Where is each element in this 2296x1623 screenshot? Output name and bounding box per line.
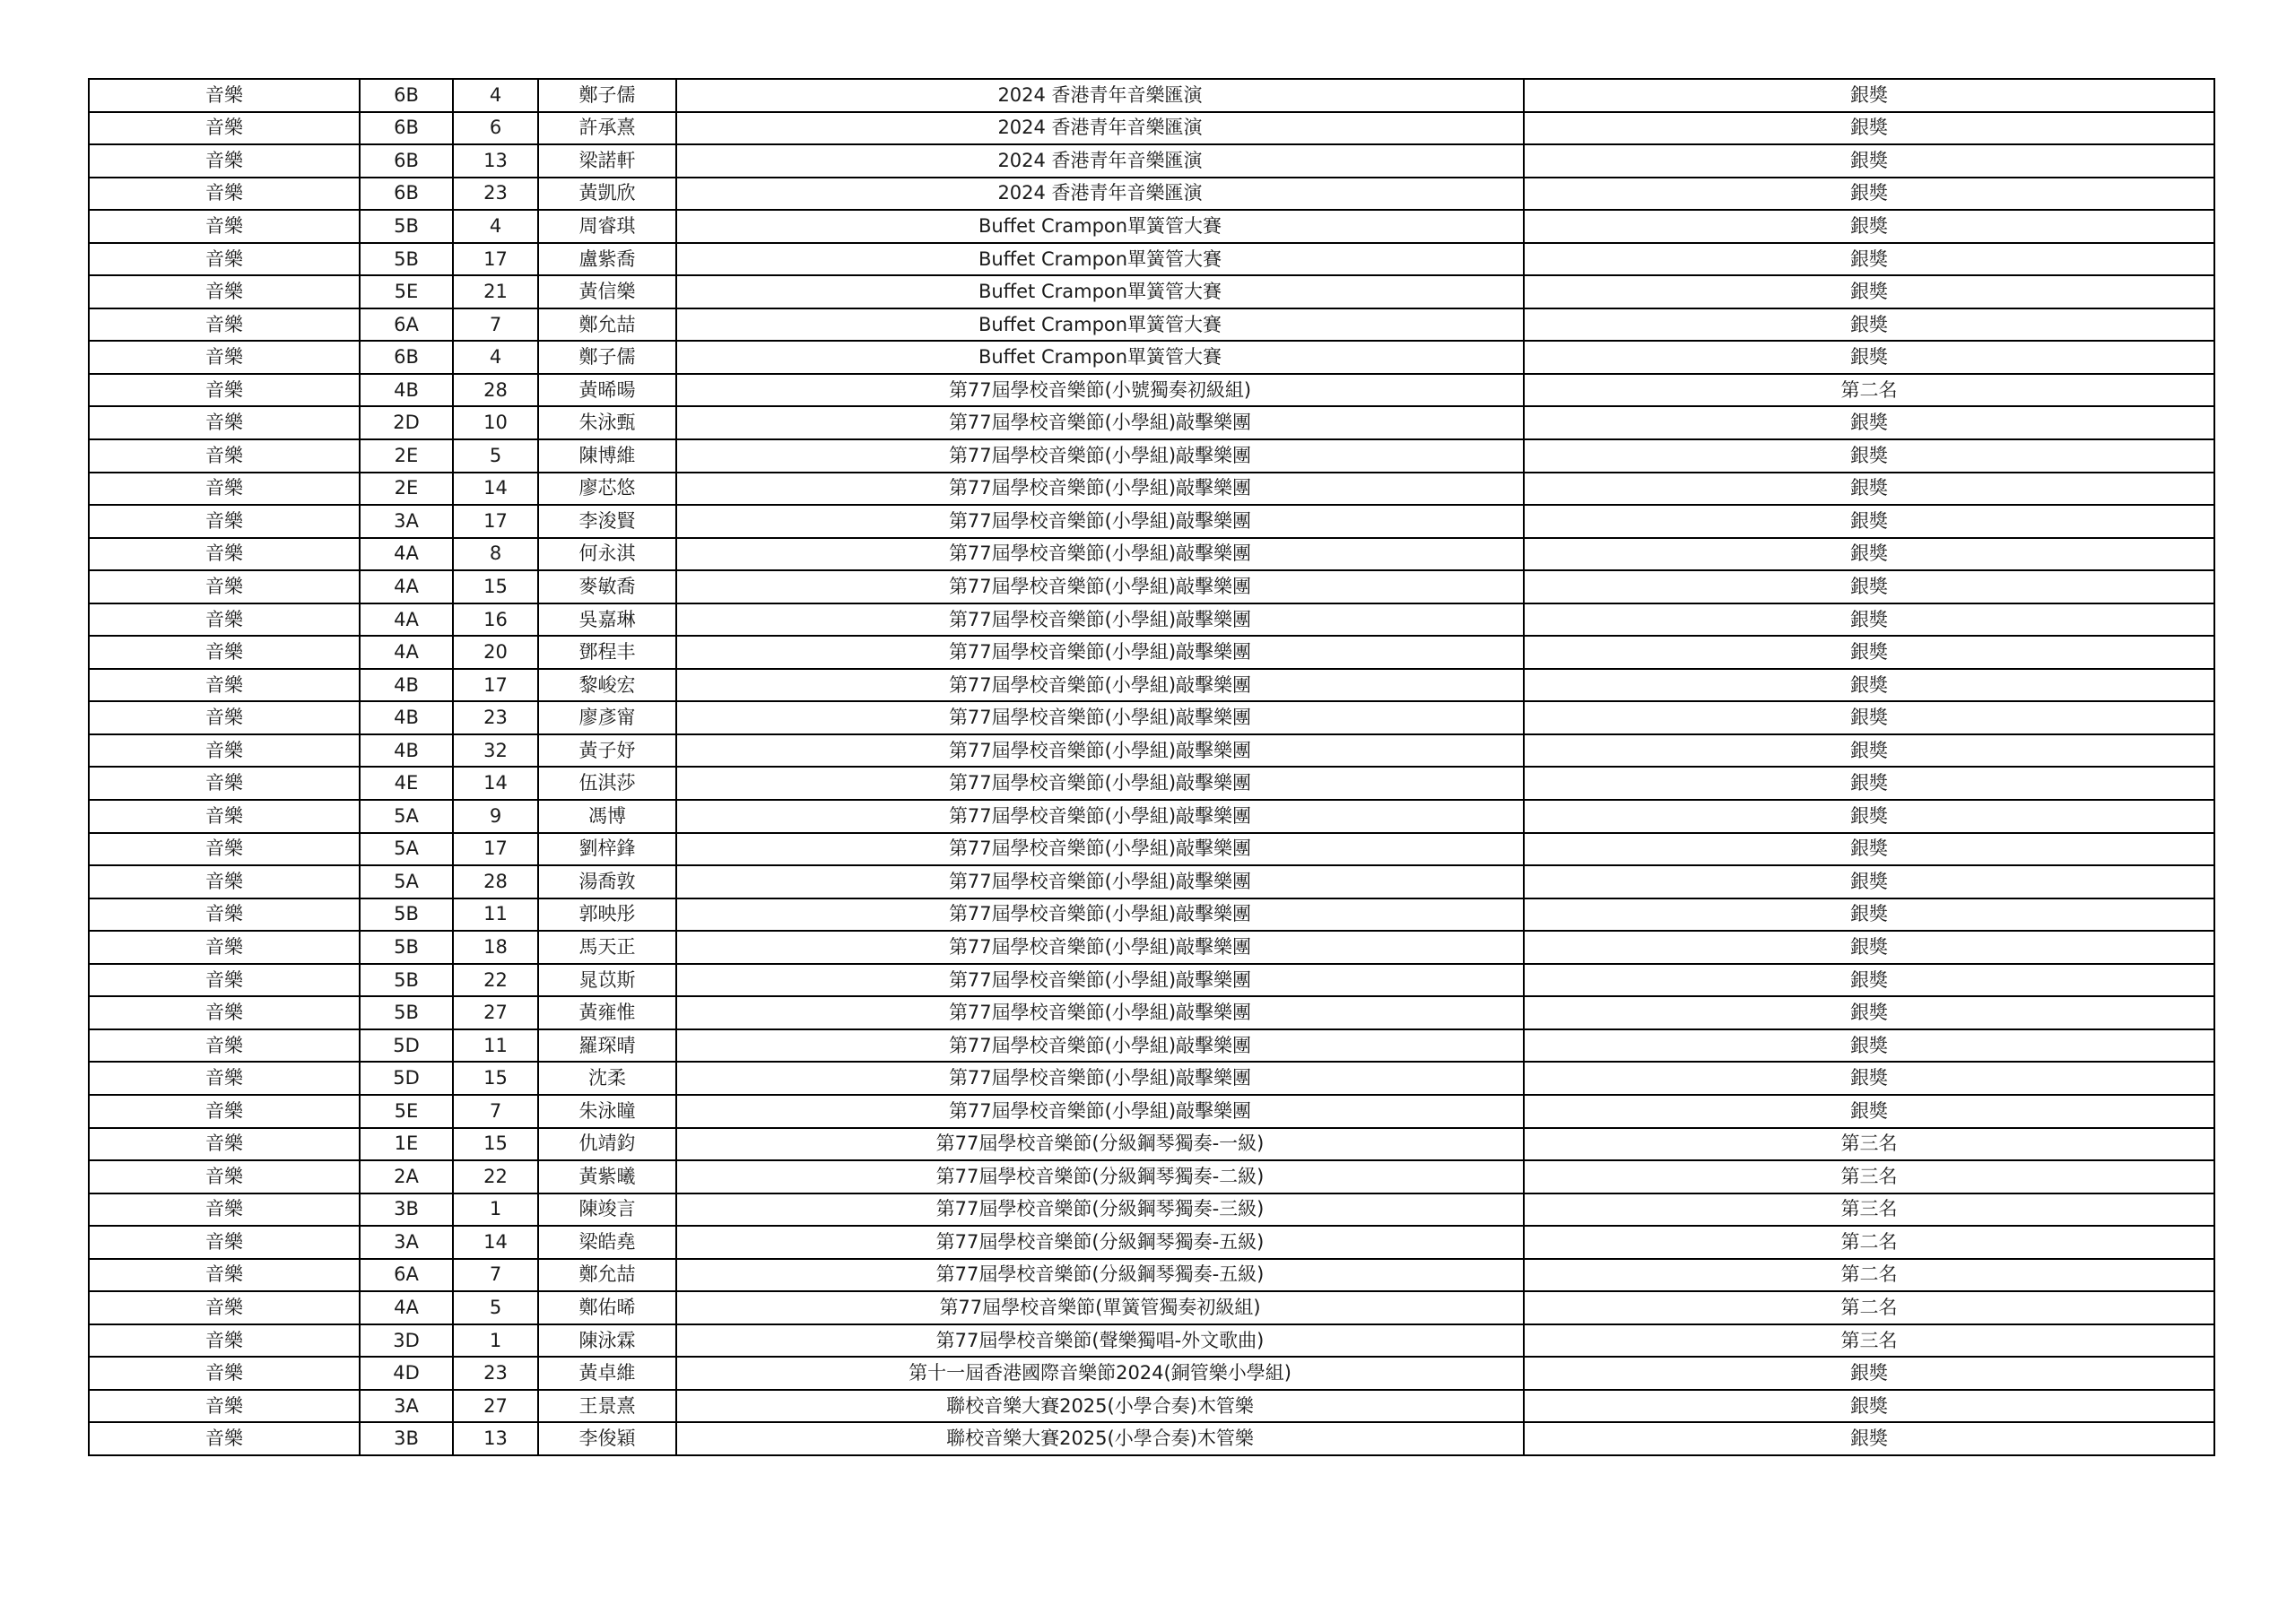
event-name-cell: 2024 香港青年音樂匯演	[676, 112, 1524, 145]
subject-cell: 音樂	[89, 406, 360, 439]
event-name-cell: 第77屆學校音樂節(分級鋼琴獨奏-五級)	[676, 1259, 1524, 1292]
subject-cell: 音樂	[89, 1291, 360, 1324]
class-number-cell: 4	[453, 210, 538, 243]
award-cell: 銀獎	[1524, 865, 2214, 898]
class-number-cell: 7	[453, 308, 538, 342]
class-number-cell: 28	[453, 865, 538, 898]
table-row	[89, 341, 2214, 374]
award-cell: 銀獎	[1524, 800, 2214, 833]
class-cell: 5D	[360, 1062, 453, 1095]
class-cell: 6A	[360, 1259, 453, 1292]
table-row	[89, 144, 2214, 178]
subject-cell: 音樂	[89, 669, 360, 702]
event-name-cell: Buffet Crampon單簧管大賽	[676, 308, 1524, 342]
award-cell: 第三名	[1524, 1128, 2214, 1161]
subject-cell: 音樂	[89, 243, 360, 276]
event-name-cell: 第77屆學校音樂節(小學組)敲擊樂團	[676, 898, 1524, 932]
class-cell: 2E	[360, 439, 453, 473]
class-cell: 6B	[360, 144, 453, 178]
table-row	[89, 473, 2214, 506]
table-row	[89, 701, 2214, 734]
subject-cell: 音樂	[89, 570, 360, 603]
class-number-cell: 11	[453, 1029, 538, 1063]
event-name-cell: 第77屆學校音樂節(小學組)敲擊樂團	[676, 406, 1524, 439]
class-number-cell: 9	[453, 800, 538, 833]
table-row	[89, 1357, 2214, 1390]
class-cell: 4B	[360, 374, 453, 407]
student-name-cell: 黃雍惟	[538, 996, 676, 1029]
subject-cell: 音樂	[89, 210, 360, 243]
class-cell: 4D	[360, 1357, 453, 1390]
award-cell: 第三名	[1524, 1324, 2214, 1358]
student-name-cell: 許承熹	[538, 112, 676, 145]
class-cell: 2A	[360, 1160, 453, 1193]
student-name-cell: 黃紫曦	[538, 1160, 676, 1193]
class-number-cell: 23	[453, 701, 538, 734]
event-name-cell: 第77屆學校音樂節(小學組)敲擊樂團	[676, 996, 1524, 1029]
subject-cell: 音樂	[89, 79, 360, 112]
class-cell: 3D	[360, 1324, 453, 1358]
table-row	[89, 243, 2214, 276]
student-name-cell: 廖彥甯	[538, 701, 676, 734]
award-cell: 銀獎	[1524, 439, 2214, 473]
class-cell: 5B	[360, 996, 453, 1029]
student-name-cell: 黃凱欣	[538, 178, 676, 211]
class-number-cell: 22	[453, 964, 538, 997]
event-name-cell: 第77屆學校音樂節(小學組)敲擊樂團	[676, 1029, 1524, 1063]
class-cell: 6B	[360, 79, 453, 112]
class-number-cell: 4	[453, 341, 538, 374]
student-name-cell: 郭映彤	[538, 898, 676, 932]
event-name-cell: Buffet Crampon單簧管大賽	[676, 341, 1524, 374]
class-cell: 4B	[360, 669, 453, 702]
class-cell: 5E	[360, 275, 453, 308]
table-row	[89, 178, 2214, 211]
student-name-cell: 鄭允喆	[538, 308, 676, 342]
event-name-cell: 第77屆學校音樂節(小學組)敲擊樂團	[676, 964, 1524, 997]
award-cell: 第二名	[1524, 1291, 2214, 1324]
award-cell: 銀獎	[1524, 1357, 2214, 1390]
class-number-cell: 6	[453, 112, 538, 145]
student-name-cell: 伍淇莎	[538, 767, 676, 800]
event-name-cell: Buffet Crampon單簧管大賽	[676, 275, 1524, 308]
class-cell: 5B	[360, 243, 453, 276]
table-row	[89, 570, 2214, 603]
table-row	[89, 275, 2214, 308]
class-cell: 5B	[360, 964, 453, 997]
table-row	[89, 79, 2214, 112]
class-cell: 5E	[360, 1095, 453, 1128]
student-name-cell: 湯喬敦	[538, 865, 676, 898]
class-number-cell: 1	[453, 1193, 538, 1227]
table-row	[89, 931, 2214, 964]
table-row	[89, 767, 2214, 800]
class-cell: 6A	[360, 308, 453, 342]
event-name-cell: 第77屆學校音樂節(小學組)敲擊樂團	[676, 1062, 1524, 1095]
award-cell: 銀獎	[1524, 112, 2214, 145]
student-name-cell: 梁諾軒	[538, 144, 676, 178]
event-name-cell: 第77屆學校音樂節(小學組)敲擊樂團	[676, 439, 1524, 473]
award-table	[88, 78, 2215, 1456]
student-name-cell: 黃卓維	[538, 1357, 676, 1390]
class-number-cell: 28	[453, 374, 538, 407]
subject-cell: 音樂	[89, 1128, 360, 1161]
subject-cell: 音樂	[89, 701, 360, 734]
subject-cell: 音樂	[89, 800, 360, 833]
class-number-cell: 27	[453, 1390, 538, 1423]
subject-cell: 音樂	[89, 1095, 360, 1128]
student-name-cell: 羅琛晴	[538, 1029, 676, 1063]
student-name-cell: 仇靖鈞	[538, 1128, 676, 1161]
award-list-sheet	[88, 78, 2213, 1456]
subject-cell: 音樂	[89, 1422, 360, 1455]
subject-cell: 音樂	[89, 308, 360, 342]
subject-cell: 音樂	[89, 1193, 360, 1227]
student-name-cell: 鄧程丰	[538, 636, 676, 669]
student-name-cell: 吳嘉琳	[538, 603, 676, 637]
class-cell: 3A	[360, 1390, 453, 1423]
award-cell: 銀獎	[1524, 1422, 2214, 1455]
class-cell: 2D	[360, 406, 453, 439]
table-row	[89, 996, 2214, 1029]
subject-cell: 音樂	[89, 931, 360, 964]
event-name-cell: 第77屆學校音樂節(小學組)敲擊樂團	[676, 734, 1524, 768]
table-row	[89, 833, 2214, 866]
class-cell: 5A	[360, 865, 453, 898]
table-row	[89, 406, 2214, 439]
class-number-cell: 13	[453, 144, 538, 178]
event-name-cell: 第77屆學校音樂節(分級鋼琴獨奏-一級)	[676, 1128, 1524, 1161]
award-cell: 銀獎	[1524, 931, 2214, 964]
event-name-cell: 第77屆學校音樂節(小學組)敲擊樂團	[676, 603, 1524, 637]
event-name-cell: 第77屆學校音樂節(小學組)敲擊樂團	[676, 800, 1524, 833]
event-name-cell: 第77屆學校音樂節(小學組)敲擊樂團	[676, 538, 1524, 571]
subject-cell: 音樂	[89, 439, 360, 473]
table-row	[89, 538, 2214, 571]
award-cell: 銀獎	[1524, 669, 2214, 702]
class-cell: 5A	[360, 833, 453, 866]
subject-cell: 音樂	[89, 996, 360, 1029]
student-name-cell: 李俊穎	[538, 1422, 676, 1455]
class-cell: 5B	[360, 898, 453, 932]
student-name-cell: 廖芯悠	[538, 473, 676, 506]
subject-cell: 音樂	[89, 898, 360, 932]
class-number-cell: 14	[453, 767, 538, 800]
table-row	[89, 505, 2214, 538]
class-number-cell: 17	[453, 833, 538, 866]
class-cell: 4A	[360, 570, 453, 603]
subject-cell: 音樂	[89, 505, 360, 538]
subject-cell: 音樂	[89, 538, 360, 571]
student-name-cell: 黃信樂	[538, 275, 676, 308]
class-number-cell: 15	[453, 1128, 538, 1161]
subject-cell: 音樂	[89, 1390, 360, 1423]
award-cell: 銀獎	[1524, 767, 2214, 800]
event-name-cell: Buffet Crampon單簧管大賽	[676, 243, 1524, 276]
student-name-cell: 盧紫喬	[538, 243, 676, 276]
class-cell: 4E	[360, 767, 453, 800]
student-name-cell: 陳泳霖	[538, 1324, 676, 1358]
class-number-cell: 17	[453, 505, 538, 538]
event-name-cell: 2024 香港青年音樂匯演	[676, 79, 1524, 112]
class-number-cell: 7	[453, 1095, 538, 1128]
subject-cell: 音樂	[89, 374, 360, 407]
class-cell: 3A	[360, 1226, 453, 1259]
student-name-cell: 鄭允喆	[538, 1259, 676, 1292]
student-name-cell: 王景熹	[538, 1390, 676, 1423]
award-cell: 第三名	[1524, 1193, 2214, 1227]
student-name-cell: 梁皓堯	[538, 1226, 676, 1259]
award-cell: 銀獎	[1524, 636, 2214, 669]
award-cell: 第二名	[1524, 1226, 2214, 1259]
table-row	[89, 734, 2214, 768]
subject-cell: 音樂	[89, 1226, 360, 1259]
award-cell: 銀獎	[1524, 701, 2214, 734]
award-cell: 銀獎	[1524, 473, 2214, 506]
student-name-cell: 黃子妤	[538, 734, 676, 768]
student-name-cell: 朱泳瞳	[538, 1095, 676, 1128]
student-name-cell: 沈柔	[538, 1062, 676, 1095]
student-name-cell: 黎峻宏	[538, 669, 676, 702]
award-cell: 銀獎	[1524, 406, 2214, 439]
event-name-cell: 第77屆學校音樂節(聲樂獨唱-外文歌曲)	[676, 1324, 1524, 1358]
subject-cell: 音樂	[89, 767, 360, 800]
student-name-cell: 陳博維	[538, 439, 676, 473]
subject-cell: 音樂	[89, 1357, 360, 1390]
subject-cell: 音樂	[89, 1259, 360, 1292]
award-cell: 銀獎	[1524, 833, 2214, 866]
class-number-cell: 17	[453, 669, 538, 702]
class-number-cell: 10	[453, 406, 538, 439]
award-cell: 銀獎	[1524, 144, 2214, 178]
class-number-cell: 1	[453, 1324, 538, 1358]
event-name-cell: 第77屆學校音樂節(小學組)敲擊樂團	[676, 570, 1524, 603]
award-cell: 銀獎	[1524, 275, 2214, 308]
event-name-cell: 第77屆學校音樂節(分級鋼琴獨奏-五級)	[676, 1226, 1524, 1259]
subject-cell: 音樂	[89, 341, 360, 374]
table-row	[89, 1128, 2214, 1161]
table-row	[89, 800, 2214, 833]
event-name-cell: 第77屆學校音樂節(小學組)敲擊樂團	[676, 473, 1524, 506]
award-cell: 第二名	[1524, 374, 2214, 407]
event-name-cell: 聯校音樂大賽2025(小學合奏)木管樂	[676, 1422, 1524, 1455]
table-row	[89, 1062, 2214, 1095]
student-name-cell: 黃晞暘	[538, 374, 676, 407]
class-cell: 5A	[360, 800, 453, 833]
student-name-cell: 朱泳甄	[538, 406, 676, 439]
event-name-cell: 第77屆學校音樂節(小學組)敲擊樂團	[676, 1095, 1524, 1128]
class-number-cell: 4	[453, 79, 538, 112]
student-name-cell: 劉梓鋒	[538, 833, 676, 866]
class-cell: 6B	[360, 341, 453, 374]
student-name-cell: 陳竣言	[538, 1193, 676, 1227]
award-cell: 銀獎	[1524, 538, 2214, 571]
event-name-cell: 聯校音樂大賽2025(小學合奏)木管樂	[676, 1390, 1524, 1423]
subject-cell: 音樂	[89, 473, 360, 506]
subject-cell: 音樂	[89, 865, 360, 898]
class-number-cell: 7	[453, 1259, 538, 1292]
award-cell: 銀獎	[1524, 964, 2214, 997]
award-cell: 銀獎	[1524, 570, 2214, 603]
class-number-cell: 22	[453, 1160, 538, 1193]
student-name-cell: 周睿琪	[538, 210, 676, 243]
award-cell: 銀獎	[1524, 1062, 2214, 1095]
subject-cell: 音樂	[89, 1029, 360, 1063]
table-row	[89, 898, 2214, 932]
student-name-cell: 馬天正	[538, 931, 676, 964]
student-name-cell: 李浚賢	[538, 505, 676, 538]
class-cell: 6B	[360, 178, 453, 211]
class-number-cell: 5	[453, 1291, 538, 1324]
class-cell: 3B	[360, 1422, 453, 1455]
class-cell: 3B	[360, 1193, 453, 1227]
table-row	[89, 1029, 2214, 1063]
award-cell: 銀獎	[1524, 734, 2214, 768]
table-row	[89, 439, 2214, 473]
class-number-cell: 17	[453, 243, 538, 276]
student-name-cell: 晁苡斯	[538, 964, 676, 997]
event-name-cell: 第77屆學校音樂節(小學組)敲擊樂團	[676, 833, 1524, 866]
class-number-cell: 14	[453, 473, 538, 506]
class-number-cell: 18	[453, 931, 538, 964]
class-cell: 4B	[360, 701, 453, 734]
subject-cell: 音樂	[89, 964, 360, 997]
class-number-cell: 16	[453, 603, 538, 637]
event-name-cell: 2024 香港青年音樂匯演	[676, 178, 1524, 211]
award-cell: 銀獎	[1524, 341, 2214, 374]
award-cell: 銀獎	[1524, 996, 2214, 1029]
table-row	[89, 210, 2214, 243]
subject-cell: 音樂	[89, 178, 360, 211]
event-name-cell: 第77屆學校音樂節(小學組)敲擊樂團	[676, 505, 1524, 538]
class-number-cell: 8	[453, 538, 538, 571]
class-cell: 1E	[360, 1128, 453, 1161]
award-cell: 銀獎	[1524, 1390, 2214, 1423]
award-cell: 銀獎	[1524, 898, 2214, 932]
award-cell: 銀獎	[1524, 1095, 2214, 1128]
table-row	[89, 308, 2214, 342]
award-cell: 銀獎	[1524, 603, 2214, 637]
class-cell: 4B	[360, 734, 453, 768]
table-row	[89, 669, 2214, 702]
event-name-cell: 第77屆學校音樂節(小學組)敲擊樂團	[676, 701, 1524, 734]
class-number-cell: 23	[453, 1357, 538, 1390]
subject-cell: 音樂	[89, 144, 360, 178]
event-name-cell: Buffet Crampon單簧管大賽	[676, 210, 1524, 243]
student-name-cell: 何永淇	[538, 538, 676, 571]
table-row	[89, 1259, 2214, 1292]
student-name-cell: 鄭子儒	[538, 79, 676, 112]
table-row	[89, 1390, 2214, 1423]
class-number-cell: 21	[453, 275, 538, 308]
class-cell: 4A	[360, 538, 453, 571]
class-number-cell: 14	[453, 1226, 538, 1259]
class-number-cell: 20	[453, 636, 538, 669]
event-name-cell: 第77屆學校音樂節(小學組)敲擊樂團	[676, 931, 1524, 964]
award-cell: 銀獎	[1524, 308, 2214, 342]
class-cell: 4A	[360, 603, 453, 637]
student-name-cell: 馮博	[538, 800, 676, 833]
event-name-cell: 第77屆學校音樂節(小學組)敲擊樂團	[676, 865, 1524, 898]
class-number-cell: 23	[453, 178, 538, 211]
student-name-cell: 鄭子儒	[538, 341, 676, 374]
subject-cell: 音樂	[89, 636, 360, 669]
class-cell: 4A	[360, 636, 453, 669]
table-row	[89, 865, 2214, 898]
table-row	[89, 1291, 2214, 1324]
table-row	[89, 1226, 2214, 1259]
event-name-cell: 第77屆學校音樂節(小學組)敲擊樂團	[676, 767, 1524, 800]
subject-cell: 音樂	[89, 1324, 360, 1358]
award-cell: 銀獎	[1524, 505, 2214, 538]
event-name-cell: 第77屆學校音樂節(小號獨奏初級組)	[676, 374, 1524, 407]
class-cell: 2E	[360, 473, 453, 506]
subject-cell: 音樂	[89, 275, 360, 308]
class-number-cell: 5	[453, 439, 538, 473]
event-name-cell: 第77屆學校音樂節(小學組)敲擊樂團	[676, 636, 1524, 669]
table-row	[89, 1193, 2214, 1227]
table-row	[89, 1095, 2214, 1128]
subject-cell: 音樂	[89, 833, 360, 866]
subject-cell: 音樂	[89, 1062, 360, 1095]
award-cell: 銀獎	[1524, 79, 2214, 112]
award-cell: 銀獎	[1524, 210, 2214, 243]
award-cell: 第三名	[1524, 1160, 2214, 1193]
student-name-cell: 鄭佑晞	[538, 1291, 676, 1324]
table-row	[89, 1160, 2214, 1193]
class-number-cell: 11	[453, 898, 538, 932]
class-cell: 5D	[360, 1029, 453, 1063]
event-name-cell: 第十一屆香港國際音樂節2024(銅管樂小學組)	[676, 1357, 1524, 1390]
award-cell: 銀獎	[1524, 178, 2214, 211]
award-cell: 第二名	[1524, 1259, 2214, 1292]
table-row	[89, 1324, 2214, 1358]
event-name-cell: 2024 香港青年音樂匯演	[676, 144, 1524, 178]
award-cell: 銀獎	[1524, 243, 2214, 276]
subject-cell: 音樂	[89, 1160, 360, 1193]
student-name-cell: 麥敏喬	[538, 570, 676, 603]
table-row	[89, 374, 2214, 407]
subject-cell: 音樂	[89, 734, 360, 768]
class-cell: 5B	[360, 210, 453, 243]
table-row	[89, 112, 2214, 145]
event-name-cell: 第77屆學校音樂節(分級鋼琴獨奏-三級)	[676, 1193, 1524, 1227]
subject-cell: 音樂	[89, 603, 360, 637]
class-number-cell: 27	[453, 996, 538, 1029]
class-cell: 5B	[360, 931, 453, 964]
event-name-cell: 第77屆學校音樂節(小學組)敲擊樂團	[676, 669, 1524, 702]
table-row	[89, 636, 2214, 669]
award-table-body	[89, 79, 2214, 1455]
table-row	[89, 603, 2214, 637]
table-row	[89, 964, 2214, 997]
class-number-cell: 15	[453, 1062, 538, 1095]
class-number-cell: 32	[453, 734, 538, 768]
class-number-cell: 13	[453, 1422, 538, 1455]
award-cell: 銀獎	[1524, 1029, 2214, 1063]
class-number-cell: 15	[453, 570, 538, 603]
table-row	[89, 1422, 2214, 1455]
event-name-cell: 第77屆學校音樂節(分級鋼琴獨奏-二級)	[676, 1160, 1524, 1193]
class-cell: 3A	[360, 505, 453, 538]
event-name-cell: 第77屆學校音樂節(單簧管獨奏初級組)	[676, 1291, 1524, 1324]
subject-cell: 音樂	[89, 112, 360, 145]
class-cell: 6B	[360, 112, 453, 145]
class-cell: 4A	[360, 1291, 453, 1324]
